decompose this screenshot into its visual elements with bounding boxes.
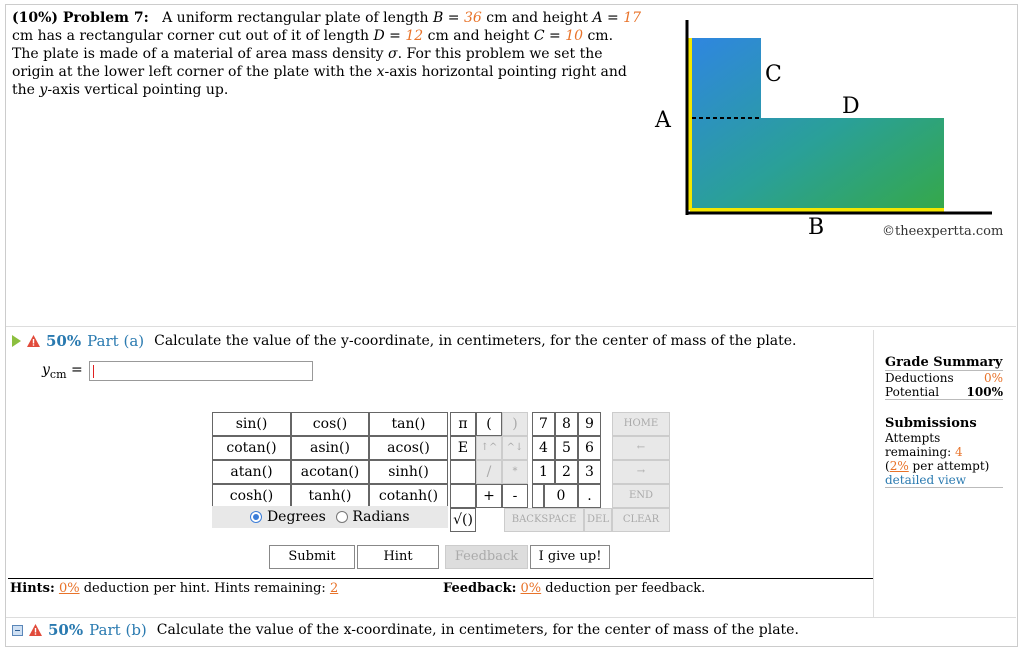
label-b: B (808, 215, 825, 240)
attempts-value: 4 (955, 445, 963, 459)
label-d: D (842, 94, 860, 119)
give-up-button[interactable]: I give up! (530, 545, 610, 569)
answer-input[interactable] (89, 361, 313, 381)
hint-button[interactable]: Hint (357, 545, 439, 569)
degrees-label: Degrees (266, 509, 326, 525)
digit-7-key[interactable]: 7 (532, 412, 555, 436)
part-b-question: Calculate the value of the x-coordinate, in centimeters, for the center of mass of the plate. (156, 622, 799, 638)
hints-label: Hints: (10, 581, 55, 596)
separator (6, 326, 1016, 327)
val-b: 36 (463, 10, 482, 26)
left-arrow-key[interactable]: ← (612, 436, 670, 460)
label-a: A (655, 108, 671, 133)
potential-value: 100% (966, 385, 1003, 399)
rparen-key[interactable]: ) (502, 412, 528, 436)
grade-summary (885, 355, 1003, 488)
answer-row (42, 361, 313, 381)
grade-divider (873, 330, 874, 618)
attempts-label: Attempts remaining: (885, 431, 956, 459)
problem-statement (12, 9, 642, 99)
fn-key-cotanh[interactable]: cotanh() (369, 484, 448, 508)
expand-arrow-icon[interactable] (12, 335, 21, 347)
end-key[interactable]: END (612, 484, 670, 508)
digit-8-key[interactable]: 8 (555, 412, 578, 436)
deductions-row (885, 371, 1003, 385)
pi-key[interactable]: π (450, 412, 476, 436)
fn-key-acos[interactable]: acos() (369, 436, 448, 460)
eq-3: = (384, 28, 406, 44)
per-attempt-open: ( (885, 459, 890, 473)
del-key[interactable]: DEL (584, 508, 612, 532)
part-b-percent: 50% (48, 621, 84, 639)
var-d: D (373, 28, 385, 44)
detailed-view-link[interactable]: detailed view (885, 473, 967, 487)
problem-text-5: cm. The plate is made of a material of area mass density (12, 28, 614, 62)
clear-key[interactable]: CLEAR (612, 508, 670, 532)
per-attempt-pct: 2% (889, 459, 909, 473)
var-a: A (592, 10, 603, 26)
warning-icon-b (29, 624, 42, 636)
minus-key[interactable]: - (502, 484, 528, 508)
feedback-button[interactable]: Feedback (445, 545, 528, 569)
separator-b (6, 617, 1016, 618)
answer-eq: = (66, 361, 83, 378)
grade-title: Grade Summary (885, 355, 1003, 370)
part-a-percent: 50% (46, 332, 82, 350)
digit-1-key[interactable]: 1 (532, 460, 555, 484)
blank-key[interactable] (450, 460, 476, 484)
problem-text-3: cm has a rectangular corner cut out of it of length (12, 28, 374, 44)
problem-heading: (10%) Problem 7: (12, 10, 149, 26)
per-attempt-row (885, 459, 1003, 473)
angle-unit-selector (212, 506, 448, 528)
val-a: 17 (623, 10, 642, 26)
var-b: B (433, 10, 444, 26)
blank-key-2[interactable] (450, 484, 476, 508)
answer-label (42, 362, 83, 381)
per-attempt-text: per attempt) (908, 459, 990, 473)
val-d: 12 (405, 28, 424, 44)
feedback-label: Feedback: (443, 581, 517, 596)
radians-radio[interactable] (336, 511, 348, 523)
digit-6-key[interactable]: 6 (578, 436, 601, 460)
radians-label: Radians (352, 509, 410, 525)
eq-1: = (443, 10, 464, 26)
problem-text-2: cm and height (481, 10, 593, 26)
radians-option[interactable] (336, 509, 410, 525)
eq-4: = (544, 28, 566, 44)
feedback-text: deduction per feedback. (541, 581, 706, 596)
part-a-question: Calculate the value of the y-coordinate, in centimeters, for the center of mass of the plate. (154, 333, 797, 349)
backspace-key[interactable]: BACKSPACE (504, 508, 584, 532)
answer-sub: cm (49, 367, 67, 381)
part-b-header[interactable] (12, 621, 799, 639)
plate-figure (650, 12, 1010, 247)
digit-3-key[interactable]: 3 (578, 460, 601, 484)
potential-label: Potential (885, 385, 940, 399)
multiply-key[interactable]: * (502, 460, 528, 484)
digit-2-key[interactable]: 2 (555, 460, 578, 484)
potential-row (885, 385, 1003, 400)
exp-down-key[interactable]: ^↓ (502, 436, 528, 460)
var-y: y (39, 82, 48, 98)
exp-up-key[interactable]: ↑^ (476, 436, 502, 460)
hints-remaining: 2 (329, 581, 339, 596)
plate-diagram (650, 12, 1010, 247)
plate-shape (692, 38, 944, 208)
lparen-key[interactable]: ( (476, 412, 502, 436)
submit-button[interactable]: Submit (269, 545, 355, 569)
hints-text: deduction per hint. Hints remaining: (79, 581, 330, 596)
blank-key-3[interactable] (532, 484, 544, 508)
label-c: C (765, 62, 782, 87)
problem-text-1: A uniform rectangular plate of length (162, 10, 434, 26)
collapse-icon[interactable] (12, 625, 23, 636)
fn-key-acotan[interactable]: acotan() (291, 460, 369, 484)
fn-key-tan[interactable]: tan() (369, 412, 448, 436)
var-c: C (533, 28, 545, 44)
var-sigma: σ (388, 46, 398, 62)
hints-divider (8, 578, 874, 579)
hints-pct: 0% (58, 581, 80, 596)
deductions-value: 0% (983, 371, 1003, 385)
hints-info (10, 581, 338, 596)
attempts-row (885, 431, 1003, 459)
e-key[interactable]: E (450, 436, 476, 460)
home-key[interactable]: HOME (612, 412, 670, 436)
feedback-pct: 0% (520, 581, 542, 596)
problem-text-7: -axis horizontal pointing right and the (12, 64, 627, 98)
part-b-label: Part (b) (89, 621, 147, 639)
fn-key-tanh[interactable]: tanh() (291, 484, 369, 508)
var-x: x (376, 64, 385, 80)
eq-2: = (602, 10, 624, 26)
part-a-header[interactable] (12, 332, 797, 350)
digit-5-key[interactable]: 5 (555, 436, 578, 460)
divide-key[interactable]: / (476, 460, 502, 484)
fn-key-atan[interactable]: atan() (212, 460, 291, 484)
feedback-info (443, 581, 705, 596)
copyright-text: ©theexpertta.com (882, 224, 1004, 239)
fn-key-asin[interactable]: asin() (291, 436, 369, 460)
degrees-radio[interactable] (250, 511, 262, 523)
fn-key-cos[interactable]: cos() (291, 412, 369, 436)
decimal-key[interactable]: . (578, 484, 601, 508)
fn-key-cosh[interactable]: cosh() (212, 484, 291, 508)
problem-text-8: -axis vertical pointing up. (47, 82, 229, 98)
degrees-option[interactable] (250, 509, 325, 525)
plus-key[interactable]: + (476, 484, 502, 508)
digit-0-key[interactable]: 0 (544, 484, 578, 508)
digit-9-key[interactable]: 9 (578, 412, 601, 436)
fn-key-sinh[interactable]: sinh() (369, 460, 448, 484)
val-c: 10 (565, 28, 584, 44)
submissions-title: Submissions (885, 416, 977, 431)
warning-icon (27, 335, 40, 347)
sqrt-key[interactable]: √() (450, 508, 476, 532)
right-arrow-key[interactable]: → (612, 460, 670, 484)
part-a-label: Part (a) (87, 332, 145, 350)
problem-text-6: . For this problem we set the origin at the lower left corner of the plate with the (12, 46, 603, 80)
fn-key-sin[interactable]: sin() (212, 412, 291, 436)
deductions-label: Deductions (885, 371, 954, 385)
fn-key-cotan[interactable]: cotan() (212, 436, 291, 460)
problem-text-4: cm and height (423, 28, 534, 44)
text-caret (93, 365, 94, 378)
digit-4-key[interactable]: 4 (532, 436, 555, 460)
answer-var: y (42, 361, 50, 378)
